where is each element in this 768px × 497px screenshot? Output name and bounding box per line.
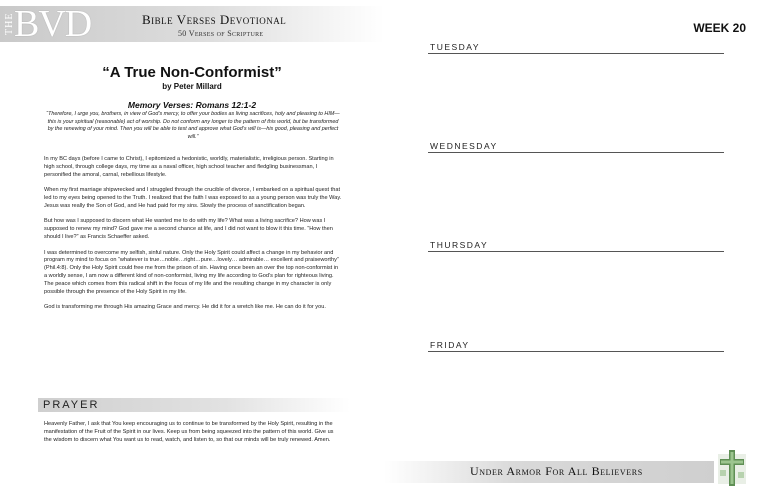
prayer-text: Heavenly Father, I ask that You keep encouraging us to continue to be transformed by the Holy Spirit, resulting in the manifestation of the Fruit of the Spirit in our lives. Keep us from being squeezed into the pattern of this world. Give us the wisdom to discern what You want us to read, watch, and listen to, so that our minds will be truly renewed. Amen.: [44, 421, 334, 443]
article-body: [44, 156, 342, 320]
day-label-friday: FRIDAY: [430, 340, 470, 350]
day-label-thursday: THURSDAY: [430, 240, 489, 250]
day-divider-line: [428, 351, 724, 352]
day-label-tuesday: TUESDAY: [430, 42, 481, 52]
logo-the-text: THE: [4, 12, 15, 36]
article-author: by Peter Millard: [162, 82, 222, 91]
prayer-heading: PRAYER: [43, 399, 100, 411]
body-paragraph: God is transforming me through His amazing Grace and mercy. He did it for a wretch like me. He can do it for you.: [44, 304, 326, 311]
day-divider-line: [428, 152, 724, 153]
article-title: “A True Non-Conformist”: [102, 64, 282, 81]
footer-text: Under Armor For All Believers: [470, 464, 643, 478]
cross-icon: [718, 450, 746, 486]
brand-subtitle: 50 Verses of Scripture: [178, 29, 264, 38]
body-paragraph: When my first marriage shipwrecked and I struggled through the crucible of divorce, I embarked on a spiritual quest that led to my eyes being opened to the Truth. I realized that the faith I was exposed to as a young person was truly the Way. Jesus was really the Son of God, and He had paid for my sins. Slowly the process of sanctification began.: [44, 187, 342, 209]
memory-verses-text: “Therefore, I urge you, brothers, in view of God’s mercy, to offer your bodies as living sacrifices, holy and pleasing to HIM—this is your spiritual (reasonable) act of worship. Do not conform any longer to the pattern of this world, but be transformed by the renewing of your mind. Then you will be able to test and approve what God’s will is—his good, pleasing and perfect will.”: [46, 111, 340, 140]
brand-title: Bible Verses Devotional: [142, 12, 287, 27]
body-paragraph: But how was I supposed to discern what He wanted me to do with my life? What was a living sacrifice? How was I supposed to renew my mind? God gave me a second chance at life, and I did not want to blow it this time. “How then should I live?” as Francis Schaeffer asked.: [44, 218, 333, 240]
day-divider-line: [428, 53, 724, 54]
day-divider-line: [428, 251, 724, 252]
body-paragraph: In my BC days (before I came to Christ), I epitomized a hedonistic, worldly, materialistic, irreligious person. Starting in high school, through college days, my time as a naval officer, high school teacher and fledgling businessman, I personified the amoral, carnal, rebellious lifestyle.: [44, 156, 334, 178]
logo-bvd-text: BVD: [14, 3, 92, 45]
day-label-wednesday: WEDNESDAY: [430, 141, 498, 151]
memory-verses-heading: Memory Verses: Romans 12:1-2: [127, 100, 257, 110]
week-label: WEEK 20: [693, 21, 746, 35]
body-paragraph: I was determined to overcome my selfish, sinful nature. Only the Holy Spirit could affect a change in my behavior and program my mind to focus on “whatever is true…noble…right…pure…lovely… admirable… excellent and praiseworthy” (Phil.4:8). Only the Holy Spirit could free me from the prison of sin. Having once been an over the top non-conformist in a worldly sense, I am now a different kind of non-conformist, living my life according to God’s plan for righteous living. The peace which comes from this radical shift in the focus of my life and the resulting change in my character is only possible through the presence of the Holy Spirit in my life.: [44, 249, 339, 295]
